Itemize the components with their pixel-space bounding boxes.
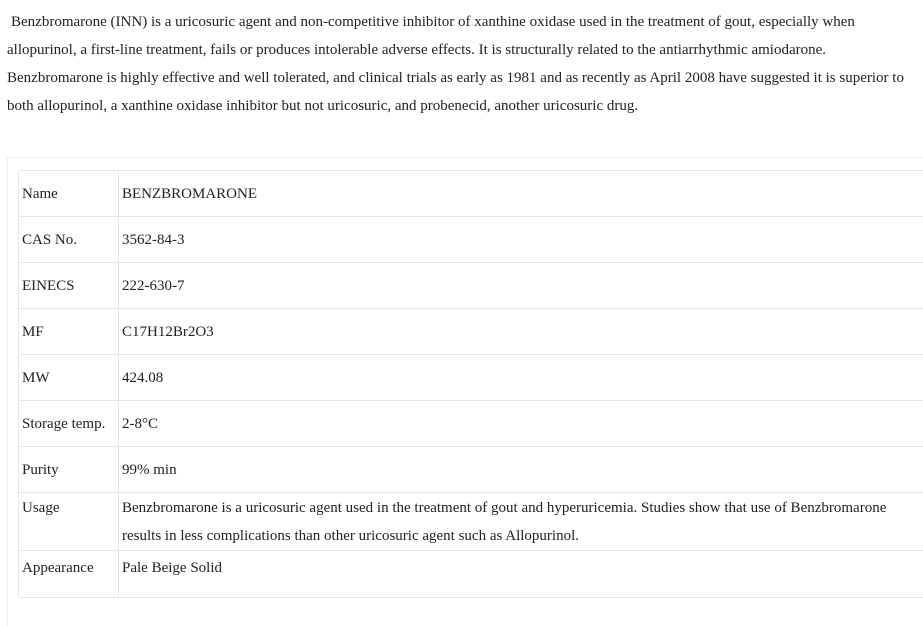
spec-table [18, 170, 923, 598]
spec-label: Appearance [19, 551, 119, 598]
spec-value: 2-8°C [119, 401, 923, 447]
spec-label: MW [19, 355, 119, 401]
spec-value: 99% min [119, 447, 923, 493]
intro-paragraph: Benzbromarone (INN) is a uricosuric agent and non-competitive inhibitor of xanthine oxidase used in the treatment of gout, especially when allopurinol, a first-line treatment, fails or produces intolerable adverse effects. It is structurally related to the antiarrhythmic amiodarone. Benzbromarone is highly effective and well tolerated, and clinical trials as early as 1981 and as recently as April 2008 have suggested it is superior to both allopurinol, a xanthine oxidase inhibitor but not uricosuric, and probenecid, another uricosuric drug. [7, 14, 904, 114]
spec-row-appearance [19, 551, 923, 598]
spec-row-purity [19, 447, 923, 493]
spec-row-mf [19, 309, 923, 355]
spec-row-storage [19, 401, 923, 447]
spec-row-mw [19, 355, 923, 401]
spec-label: Storage temp. [19, 401, 119, 447]
spec-value: BENZBROMARONE [119, 171, 923, 217]
spec-label: EINECS [19, 263, 119, 309]
spec-value: C17H12Br2O3 [119, 309, 923, 355]
spec-value: 3562-84-3 [119, 217, 923, 263]
spec-value: 424.08 [119, 355, 923, 401]
spec-label: Usage [19, 493, 119, 551]
spec-row-usage [19, 493, 923, 551]
spec-row-name [19, 171, 923, 217]
spec-label: CAS No. [19, 217, 119, 263]
spec-label: Name [19, 171, 119, 217]
spec-label: Purity [19, 447, 119, 493]
spec-row-einecs [19, 263, 923, 309]
spec-value: 222-630-7 [119, 263, 923, 309]
spec-value: Benzbromarone is a uricosuric agent used in the treatment of gout and hyperuricemia. Studies show that use of Benzbromarone results in less complications than other uricosuric agent such as Allopurinol. [119, 493, 923, 551]
spec-table-container [7, 157, 923, 626]
spec-row-cas [19, 217, 923, 263]
spec-label: MF [19, 309, 119, 355]
spec-value: Pale Beige Solid [119, 551, 923, 598]
